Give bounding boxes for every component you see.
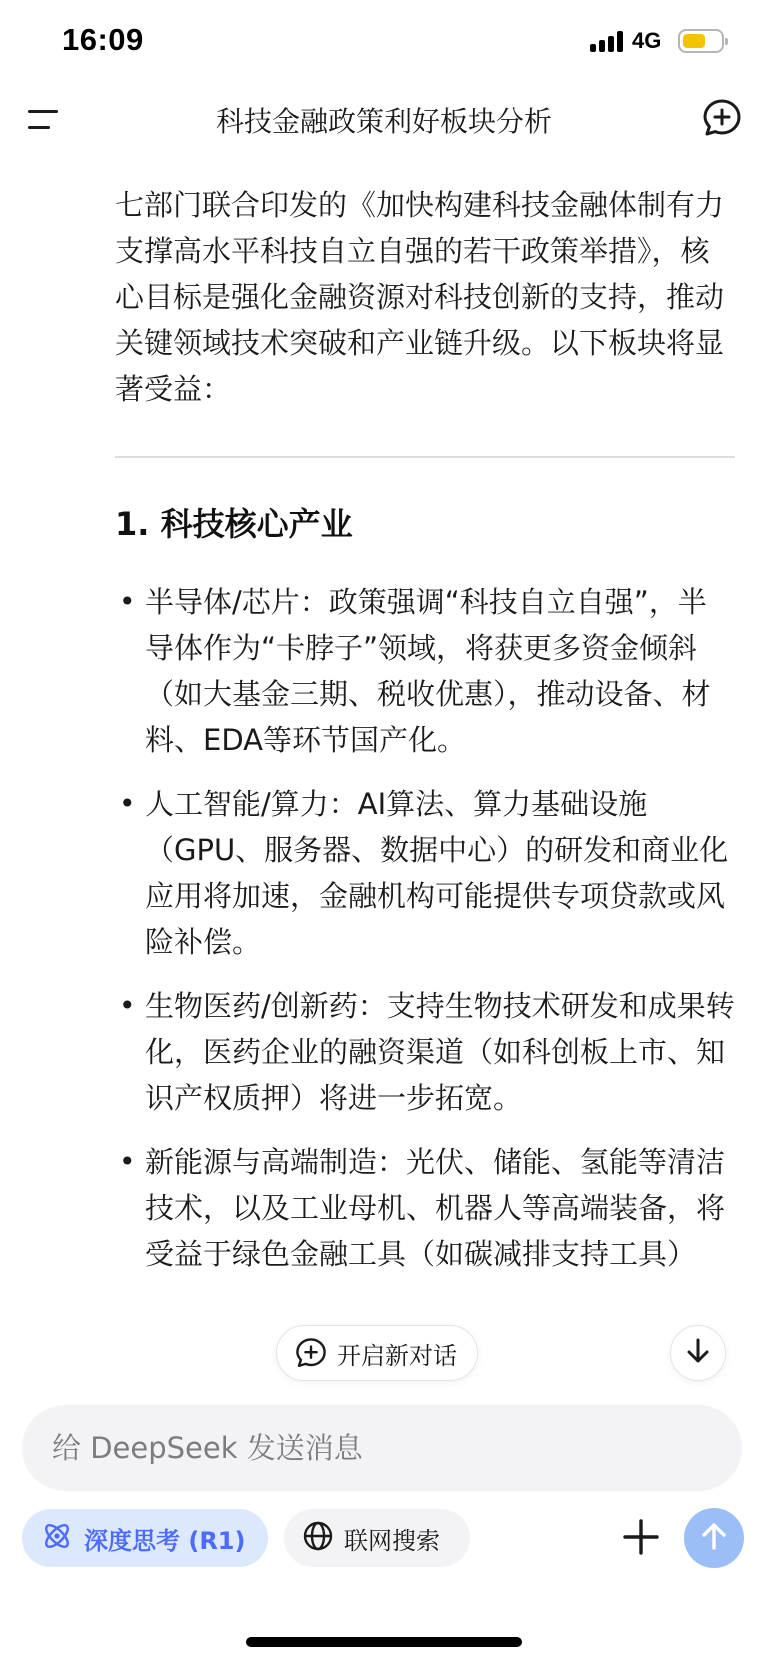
bullet-list [115,579,735,1295]
message-content [0,154,768,1390]
list-item: • 半导体/芯片：政策强调“科技自立自强”，半导体作为“卡脖子”领域，将获更多资金倾斜（如大基金三期、税收优惠），推动设备、材料、EDA等环节国产化。 [115,579,735,763]
new-chat-icon[interactable] [702,98,742,138]
chat-plus-icon [295,1337,327,1369]
page-title: 科技金融政策利好板块分析 [215,105,552,138]
globe-icon [302,1520,334,1556]
new-chat-button[interactable] [276,1325,478,1381]
web-search-label: 联网搜索 [344,1526,440,1555]
header [0,84,768,154]
battery-icon [678,29,724,53]
status-bar [0,0,768,84]
message-intro: 七部门联合印发的《加快构建科技金融体制有力支撑高水平科技自立自强的若干政策举措》，核心目标是强化金融资源对科技创新的支持，推动关键领域技术突破和产业链升级。以下板块将显著受益： [115,188,725,406]
section-heading: 1. 科技核心产业 [115,505,353,543]
home-indicator [246,1637,522,1647]
plus-icon[interactable] [618,1514,664,1560]
atom-icon [40,1519,74,1557]
deep-think-button[interactable] [22,1509,268,1567]
list-item: • 生物医药/创新药：支持生物技术研发和成果转化，医药企业的融资渠道（如科创板上市、知识产权质押）将进一步拓宽。 [115,983,735,1121]
list-item: • 人工智能/算力：AI算法、算力基础设施（GPU、服务器、数据中心）的研发和商业化应用将加速，金融机构可能提供专项贷款或风险补偿。 [115,781,735,965]
deep-think-label: 深度思考 (R1) [84,1526,246,1555]
composer [22,1405,742,1491]
arrow-up-icon [698,1520,730,1556]
arrow-down-icon [683,1336,713,1370]
signal-icon [590,30,624,52]
web-search-button[interactable] [284,1509,470,1567]
divider [115,456,735,458]
message-input[interactable] [52,1405,712,1491]
status-time: 16:09 [62,22,144,57]
menu-icon[interactable] [28,104,62,134]
new-chat-label: 开启新对话 [337,1341,457,1370]
send-button[interactable] [684,1508,744,1568]
list-item: • 新能源与高端制造：光伏、储能、氢能等清洁技术，以及工业母机、机器人等高端装备，将受益于绿色金融工具（如碳减排支持工具） [115,1139,735,1277]
network-label: 4G [632,28,662,53]
scroll-down-button[interactable] [670,1325,726,1381]
